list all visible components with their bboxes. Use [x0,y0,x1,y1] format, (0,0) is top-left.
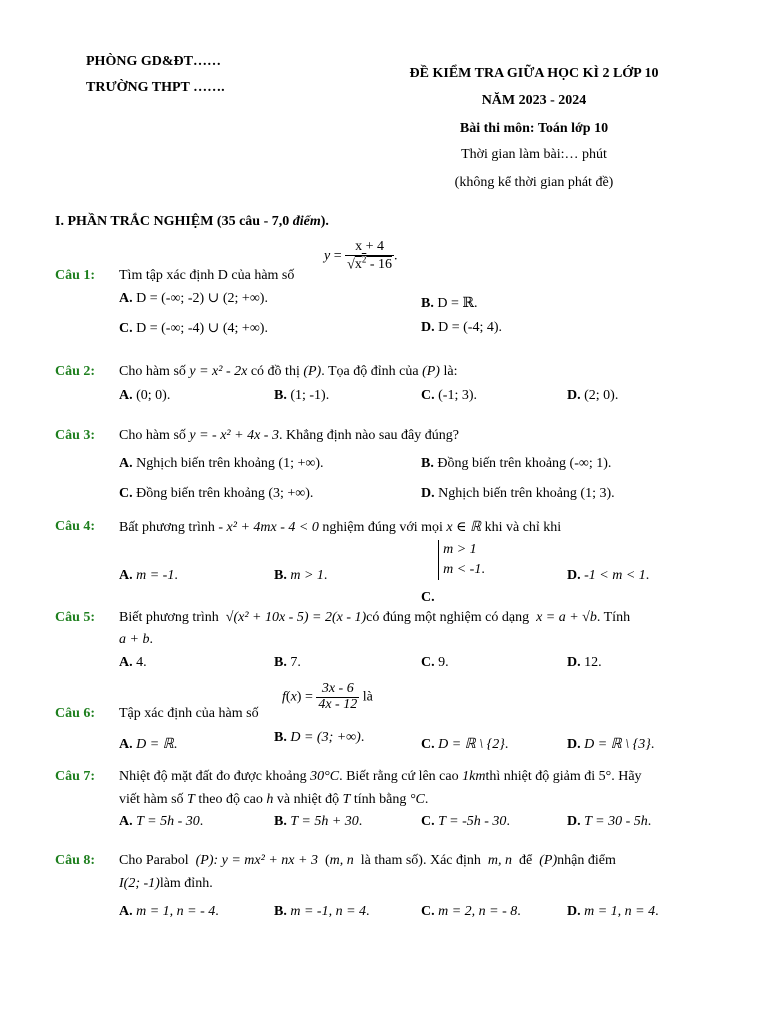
q8-option-c[interactable]: C. m = 2, n = - 8. [421,904,521,919]
q5-text-c: . Tính [596,610,631,625]
question-text [119,428,459,444]
q6-function-formula: f(x) = $\frac{3x - 6}{4x - 12}$ là [282,681,373,712]
q7-unit: °C [409,792,425,807]
q7-text-g: và nhiệt độ [276,792,340,807]
q8-text-e: nhận điểm [557,853,616,868]
q7-text-a: Nhiệt độ mặt đất đo được khoảng [119,769,307,784]
q7-option-b-text: T = 5h + 30 [290,814,359,829]
section-title-suffix: ). [320,214,329,229]
q7-text-d: . Hãy [611,769,642,784]
question-text [119,364,457,380]
q8-option-c-text: m = 2, n = - 8 [438,904,518,919]
q1-option-c-text: D = (-∞; -4) ∪ (4; +∞). [136,321,268,336]
question-label: Câu 8: [55,853,96,868]
q2-option-b[interactable]: B. (1; -1). [274,388,330,403]
q3-option-a-text: Nghịch biến trên khoảng [136,456,275,471]
q5-expression: a + b. [119,632,153,647]
question-label: Câu 7: [55,769,96,784]
q6-option-c[interactable]: C. D = ℝ \ {2}. [421,737,509,752]
q1-text-b: của hàm số [231,268,295,283]
q2-text-a: Cho hàm số [119,364,186,379]
q2-option-b-text: (1; -1) [290,388,326,403]
q4-option-a[interactable]: A. m = -1. [119,568,178,583]
section-title-emphasis: điểm [292,214,321,229]
q7-var-h: h [266,792,274,807]
q8-option-a[interactable]: A. m = 1, n = - 4. [119,904,219,919]
q3-option-d-interval: (1; 3) [580,486,612,501]
q1-text: Tìm tập xác định [119,268,215,283]
question-text-cont: viết hàm số T theo độ cao h và nhiệt độ T tính bằng °C. [119,792,429,807]
q7-option-d-text: T = 30 - 5h [584,814,648,829]
q3-option-c-text: Đồng biến trên khoảng [136,486,265,501]
q3-option-a[interactable]: A. Nghịch biến trên khoảng (1; +∞). [119,456,324,471]
question-label: Câu 5: [55,610,96,625]
q7-var-t: T [187,792,195,807]
q7-text-h: tính bằng [353,792,407,807]
exam-note: (không kể thời gian phát đề) [454,175,614,190]
q2-option-c-text: (-1; 3) [438,388,474,403]
q3-function: y = - x² + 4x - 3 [189,428,279,443]
q2-option-d-text: (2; 0) [584,388,615,403]
q7-text-f: theo độ cao [198,792,263,807]
q3-option-d-text: Nghịch biến trên khoảng [438,486,577,501]
question-label: Câu 1: [55,268,96,283]
q4-option-c[interactable]: C. m > 1 m < -1. [421,542,485,605]
question-label: Câu 2: [55,364,96,379]
q7-text-c: thì nhiệt độ giảm đi [485,769,596,784]
q8-text-a: Cho Parabol [119,853,189,868]
q2-option-a-text: (0; 0) [136,388,167,403]
q3-option-b-interval: (-∞; 1) [569,456,608,471]
question-text [119,268,294,284]
q1-option-c[interactable]: C. D = (-∞; -4) ∪ (4; +∞). [119,321,268,336]
q8-option-a-text: m = 1, n = - 4 [136,904,216,919]
q2-option-a[interactable]: A. (0; 0). [119,388,171,403]
q5-text-a: Biết phương trình [119,610,219,625]
q1-option-a-text: D = (-∞; -2) ∪ (2; +∞). [136,291,268,306]
q8-text-c: là tham số). Xác định [360,853,481,868]
exam-year: NĂM 2023 - 2024 [481,93,587,108]
exam-time: Thời gian làm bài:… phút [461,147,607,162]
q4-condition: x ∈ ℝ [446,520,482,535]
q6-option-d[interactable]: D. D = ℝ \ {3}. [567,737,655,752]
question-text [119,610,713,626]
school-name: TRƯỜNG THPT ……. [86,80,225,95]
q2-text-c: . Tọa độ đỉnh của [321,364,419,379]
q3-option-a-interval: (1; +∞) [278,456,321,471]
q1-option-b[interactable]: B. D = ℝ. [421,296,478,311]
q8-text-d: để [519,853,533,868]
q8-function: (P): y = mx² + nx + 3 [195,853,318,868]
q1-option-d-text: D = (-4; 4). [438,320,503,335]
q1-function-formula: y = $\frac{x + 4}{√x^2 - 16}$ . [324,239,398,273]
q4-option-c-cases [438,540,481,580]
q8-option-b-text: m = -1, n = 4 [290,904,367,919]
q3-option-b[interactable]: B. Đồng biến trên khoảng (-∞; 1). [421,456,612,471]
q1-domain-symbol: D [217,268,228,283]
q3-text-a: Cho hàm số [119,428,186,443]
q2-option-d[interactable]: D. (2; 0). [567,388,619,403]
q8-point: I(2; -1) [119,876,160,891]
exam-subject: Bài thi môn: Toán lớp 10 [459,121,609,136]
q6-text-a: Tập xác định của hàm số [119,706,259,721]
q8-option-d[interactable]: D. m = 1, n = 4. [567,904,659,919]
q6-text-b: là [362,689,373,705]
q4-option-d-text: -1 < m < 1 [584,568,646,583]
q5-expression-text: a + b [119,632,150,647]
q6-option-d-text: D = ℝ \ {3} [584,737,651,752]
q7-text-e: viết hàm số [119,792,184,807]
q3-option-c[interactable]: C. Đồng biến trên khoảng (3; +∞). [119,486,314,501]
q1-option-d[interactable]: D. D = (-4; 4). [421,320,503,335]
department-name: PHÒNG GD&ĐT…… [86,54,221,69]
q3-text-b: . Khẳng định nào sau đây đúng? [278,428,459,443]
question-text [119,519,561,536]
q6-option-b-text: D = (3; +∞) [290,730,361,745]
q4-option-d[interactable]: D. -1 < m < 1. [567,568,650,583]
q3-option-d[interactable]: D. Nghịch biến trên khoảng (1; 3). [421,486,615,501]
q4-option-c-case-1: m > 1 [443,542,477,557]
q7-option-a-text: T = 5h - 30 [136,814,200,829]
q7-altitude: 1km [462,769,486,784]
q2-option-c[interactable]: C. (-1; 3). [421,388,478,403]
q6-option-a-text: D = ℝ [136,737,174,752]
q8-text-b: ( [324,853,330,868]
section-title [55,214,329,230]
question-text [119,769,642,785]
q8-vars2: m, n [487,853,513,868]
q4-text-c: khi và chỉ khi [484,520,562,535]
q8-vars: m, n [329,853,354,868]
q5-option-d[interactable]: D. 12. [567,655,602,670]
q6-option-c-text: D = ℝ \ {2} [438,737,505,752]
q4-option-c-case-2: m < -1 [443,562,482,577]
q4-option-a-text: m = -1 [136,568,175,583]
question-text [119,706,259,722]
q8-option-d-text: m = 1, n = 4 [584,904,656,919]
q7-decrease: 5° [598,769,612,784]
q5-equation: √(x² + 10x - 5) = 2(x - 1) [225,610,367,625]
q5-option-b[interactable]: B. 7. [274,655,301,670]
q7-temperature: 30°C [310,769,340,784]
question-label: Câu 3: [55,428,96,443]
q5-option-b-text: 7 [290,655,298,670]
q2-function: y = x² - 2x [189,364,248,379]
q8-text-f: làm đỉnh. [159,876,213,891]
question-label: Câu 4: [55,519,96,534]
q7-option-c-text: T = -5h - 30 [438,814,507,829]
q2-text-b: có đồ thị [250,364,300,379]
q4-text-a: Bất phương trình [119,520,215,535]
q4-inequality: - x² + 4mx - 4 < 0 [218,520,319,535]
q7-option-b[interactable]: B. T = 5h + 30. [274,814,363,829]
q5-option-c-text: 9 [438,655,446,670]
q4-option-b-text: m > 1 [290,568,324,583]
q5-option-a-text: 4 [136,655,144,670]
q5-option-c[interactable]: C. 9. [421,655,449,670]
q7-option-a[interactable]: A. T = 5h - 30. [119,814,204,829]
q2-text-d: là: [443,364,458,379]
q6-option-b[interactable]: B. D = (3; +∞). [274,730,365,745]
exam-title: ĐỀ KIỂM TRA GIỮA HỌC KÌ 2 LỚP 10 [409,66,659,81]
q7-var-t2: T [342,792,351,807]
q2-graph-p2: (P) [422,364,440,379]
q7-option-c[interactable]: C. T = -5h - 30. [421,814,510,829]
q7-option-d[interactable]: D. T = 30 - 5h. [567,814,652,829]
q5-form: x = a + √b [536,610,597,625]
q1-option-a[interactable]: A. D = (-∞; -2) ∪ (2; +∞). [119,291,268,306]
question-text-cont [119,876,213,892]
q5-option-a[interactable]: A. 4. [119,655,147,670]
q3-option-c-interval: (3; +∞) [268,486,310,501]
q5-text-b: có đúng một nghiệm có dạng [366,610,530,625]
q5-option-d-text: 12 [584,655,599,670]
q4-text-b: nghiệm đúng với mọi [322,520,443,535]
q4-option-b[interactable]: B. m > 1. [274,568,328,583]
q8-p: (P) [539,853,558,868]
question-label: Câu 6: [55,706,96,721]
q2-graph-p: (P) [303,364,322,379]
section-title-prefix: I. PHẦN TRẮC NGHIỆM (35 câu - 7,0 [55,214,293,229]
question-text [119,853,616,869]
q6-option-a[interactable]: A. D = ℝ. [119,737,178,752]
q3-option-b-text: Đồng biến trên khoảng [437,456,567,471]
q8-option-b[interactable]: B. m = -1, n = 4. [274,904,370,919]
q7-text-b: . Biết rằng cứ lên cao [339,769,459,784]
q1-option-b-text: D = ℝ. [437,296,478,311]
